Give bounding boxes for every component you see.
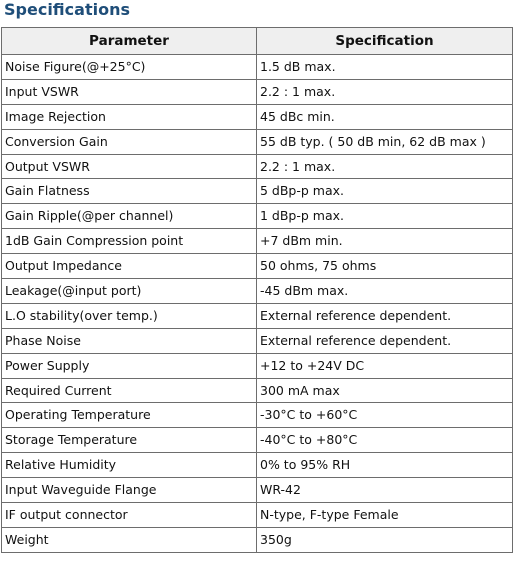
table-header-row bbox=[2, 28, 513, 55]
table-row bbox=[2, 179, 513, 204]
parameter-cell: Gain Ripple(@per channel) bbox=[2, 204, 257, 229]
table-row bbox=[2, 229, 513, 254]
specification-cell: 2.2 : 1 max. bbox=[257, 154, 513, 179]
parameter-cell: L.O stability(over temp.) bbox=[2, 303, 257, 328]
table-row bbox=[2, 378, 513, 403]
table-row bbox=[2, 453, 513, 478]
page-title: Specifications bbox=[4, 0, 130, 19]
specification-cell: External reference dependent. bbox=[257, 328, 513, 353]
parameter-cell: Conversion Gain bbox=[2, 129, 257, 154]
specification-cell: +7 dBm min. bbox=[257, 229, 513, 254]
parameter-cell: Required Current bbox=[2, 378, 257, 403]
specification-cell: WR-42 bbox=[257, 478, 513, 503]
table-row bbox=[2, 79, 513, 104]
table-row bbox=[2, 478, 513, 503]
parameter-cell: Leakage(@input port) bbox=[2, 279, 257, 304]
specification-cell: 55 dB typ. ( 50 dB min, 62 dB max ) bbox=[257, 129, 513, 154]
specification-cell: External reference dependent. bbox=[257, 303, 513, 328]
parameter-cell: 1dB Gain Compression point bbox=[2, 229, 257, 254]
table-row bbox=[2, 129, 513, 154]
parameter-cell: Gain Flatness bbox=[2, 179, 257, 204]
parameter-cell: Storage Temperature bbox=[2, 428, 257, 453]
specifications-table bbox=[1, 27, 513, 553]
table-row bbox=[2, 503, 513, 528]
specification-cell: 350g bbox=[257, 527, 513, 552]
specification-cell: -45 dBm max. bbox=[257, 279, 513, 304]
table-row bbox=[2, 527, 513, 552]
specification-cell: 50 ohms, 75 ohms bbox=[257, 254, 513, 279]
specification-cell: 300 mA max bbox=[257, 378, 513, 403]
specification-cell: 0% to 95% RH bbox=[257, 453, 513, 478]
table-row bbox=[2, 303, 513, 328]
parameter-cell: Input Waveguide Flange bbox=[2, 478, 257, 503]
parameter-cell: Phase Noise bbox=[2, 328, 257, 353]
parameter-cell: Output Impedance bbox=[2, 254, 257, 279]
table-row bbox=[2, 353, 513, 378]
table-row bbox=[2, 204, 513, 229]
specification-cell: +12 to +24V DC bbox=[257, 353, 513, 378]
parameter-cell: Input VSWR bbox=[2, 79, 257, 104]
column-header-parameter: Parameter bbox=[2, 28, 257, 55]
column-header-specification: Specification bbox=[257, 28, 513, 55]
parameter-cell: Relative Humidity bbox=[2, 453, 257, 478]
specification-cell: -30°C to +60°C bbox=[257, 403, 513, 428]
parameter-cell: Output VSWR bbox=[2, 154, 257, 179]
table-row bbox=[2, 55, 513, 80]
table-row bbox=[2, 254, 513, 279]
specification-cell: 5 dBp-p max. bbox=[257, 179, 513, 204]
specification-cell: 1.5 dB max. bbox=[257, 55, 513, 80]
specification-cell: 1 dBp-p max. bbox=[257, 204, 513, 229]
specification-cell: N-type, F-type Female bbox=[257, 503, 513, 528]
specification-cell: 45 dBc min. bbox=[257, 104, 513, 129]
specification-cell: 2.2 : 1 max. bbox=[257, 79, 513, 104]
parameter-cell: Operating Temperature bbox=[2, 403, 257, 428]
table-row bbox=[2, 428, 513, 453]
table-row bbox=[2, 328, 513, 353]
parameter-cell: Noise Figure(@+25°C) bbox=[2, 55, 257, 80]
specification-cell: -40°C to +80°C bbox=[257, 428, 513, 453]
table-row bbox=[2, 154, 513, 179]
table-row bbox=[2, 104, 513, 129]
parameter-cell: Image Rejection bbox=[2, 104, 257, 129]
table-row bbox=[2, 279, 513, 304]
parameter-cell: Weight bbox=[2, 527, 257, 552]
table-row bbox=[2, 403, 513, 428]
table-body bbox=[2, 55, 513, 553]
parameter-cell: IF output connector bbox=[2, 503, 257, 528]
parameter-cell: Power Supply bbox=[2, 353, 257, 378]
